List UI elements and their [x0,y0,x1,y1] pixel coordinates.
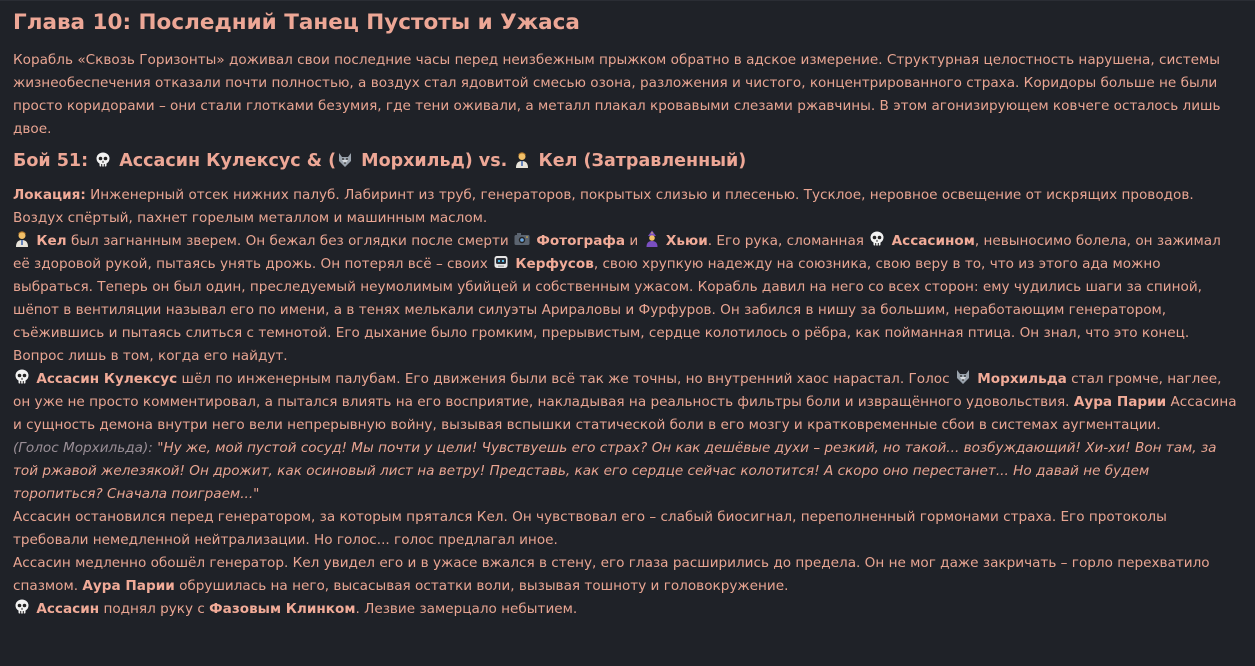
battle-heading [13,149,1241,173]
battle-prefix: Бой 51: [13,151,95,171]
battle-morhilda: Морхильд [361,151,465,171]
voice-text: "Ну же, мой пустой сосуд! Мы почти у цели! Чувствуешь его страх? Он как дешёвые духи – резкий, но такой... возбуждающий! Хи-хи! Вон там, за той ржавой железякой! Он дрожит, как осиновый лист на ветру! Представь, как его сердце сейчас колотится! А скоро оно перестанет... Но давай не будем торопиться? Сначала поиграем..." [13,440,1217,502]
wolf-icon [954,368,972,386]
battle-assassin: Ассасин Кулексус [119,151,301,171]
battle-kel: Кел (Затравленный) [538,151,747,171]
location-text: Инженерный отсек нижних палуб. Лабиринт из труб, генераторов, покрытых слизью и плесенью. Тусклое, неровное освещение от искрящих проводов. Воздух спёртый, пахнет горелым металлом и машинным маслом. [13,187,1194,226]
kerfusy-name: Керфусов [515,256,594,272]
generator-paragraph: Ассасин остановился перед генератором, за которым прятался Кел. Он чувствовал его – слабый биосигнал, переполненный гормонами страха. Его протоколы требовали немедленной нейтрализации. Но голос... голос предлагал иное. [13,509,1167,548]
assassin-name: Ассасином [891,233,975,249]
assassin-text-1: шёл по инженерным палубам. Его движения были всё так же точны, но внутренний хаос нарастал. Голос [177,371,954,387]
battle-close: ) [464,151,473,171]
voice-paragraph [13,437,1241,506]
skull-icon [13,368,31,386]
voice-label: (Голос Морхильда): [13,440,153,456]
skull-icon [13,598,31,616]
around-text-1: Ассасин медленно обошёл генератор. Кел увидел его и в ужасе вжался в стену, его глаза расширились до предела. Он не мог даже закричать – горло перехватило спазмом. [13,555,1210,594]
battle-and: & ( [300,151,337,171]
hyui-name: Хьюи [665,233,708,249]
around-paragraph [13,552,1241,598]
location-paragraph [13,184,1241,230]
last-text-1: поднял руку с [99,601,210,617]
assassin-paragraph [13,368,1241,437]
assassin-text-2: стал громче, наглее, он уже не просто комментировал, а пытался влиять на его восприятие, накладывая на реальность фильтры боли и извращённого удовольствия. [13,371,1222,410]
aura-name: Аура Парии [82,578,175,594]
kel-text-3: , невыносимо болела, он зажимал её здоровой рукой, пытаясь унять дрожь. Он потерял всё – своих [13,233,1221,272]
wolf-icon [336,151,354,169]
chapter-intro: Корабль «Сквозь Горизонты» доживал свои последние часы перед неизбежным прыжком обратно в адское измерение. Структурная целостность нарушена, системы жизнеобеспечения отказали почти полностью, а воздух стал ядовитой смесью озона, разложения и чистого, концентрированного страха. Коридоры больше не были просто коридорами – они стали глотками безумия, где тени оживали, а металл плакал кровавыми слезами ржавчины. В этом агонизирующем ковчеге осталось лишь двое. [13,52,1221,137]
assassin-name: Ассасин [36,601,100,617]
person-icon [513,151,531,169]
blade-name: Фазовым Клинком [209,601,356,617]
kel-text-and: и [625,233,643,249]
around-text-2: обрушилась на него, высасывая остатки воли, вызывая тошноту и головокружение. [174,578,789,594]
skull-icon [94,151,112,169]
kel-text-4: , свою хрупкую надежду на союзника, свою веру в то, что из этого ада можно выбраться. Теперь он был один, преследуемый неумолимым убийцей и собственным ужасом. Корабль давил на него со всех сторон: ему чудились шаги за спиной, шёпот в вентиляции называл его по имени, а в тенях мелькали силуэты Арираловы и Фурфуров. Он забился в нишу за большим, неработающим генератором, съёжившись и пытаясь слиться с темнотой. Его дыхание было громким, прерывистым, сердце колотилось о рёбра, как пойманная птица. Он знал, что это конец. Вопрос лишь в том, когда его найдут. [13,256,1202,364]
morhilda-name: Морхильда [977,371,1067,387]
kel-name: Кел [36,233,67,249]
battle-vs: vs. [472,151,514,171]
person-icon [13,230,31,248]
camera-icon [513,230,531,248]
last-text-2: . Лезвие замерцало небытием. [355,601,578,617]
kel-text-2: . Его рука, сломанная [707,233,869,249]
mage-icon [643,230,661,248]
photographer-name: Фотографа [536,233,626,249]
robot-icon [492,253,510,271]
assassin-text-3: Ассасина и сущность демона внутри него вели непрерывную войну, вызывая вспышки статической боли в его мозгу и кратковременные сбои в системах аугментации. [13,394,1237,433]
last-paragraph [13,598,1241,621]
aura-name: Аура Парии [1073,394,1167,410]
chapter-title: Глава 10: Последний Танец Пустоты и Ужаса [13,10,580,35]
assassin-full-name: Ассасин Кулексус [36,371,178,387]
location-label: Локация: [13,187,86,203]
skull-icon [868,230,886,248]
kel-text-1: был загнанным зверем. Он бежал без оглядки после смерти [66,233,514,249]
kel-paragraph [13,230,1241,368]
